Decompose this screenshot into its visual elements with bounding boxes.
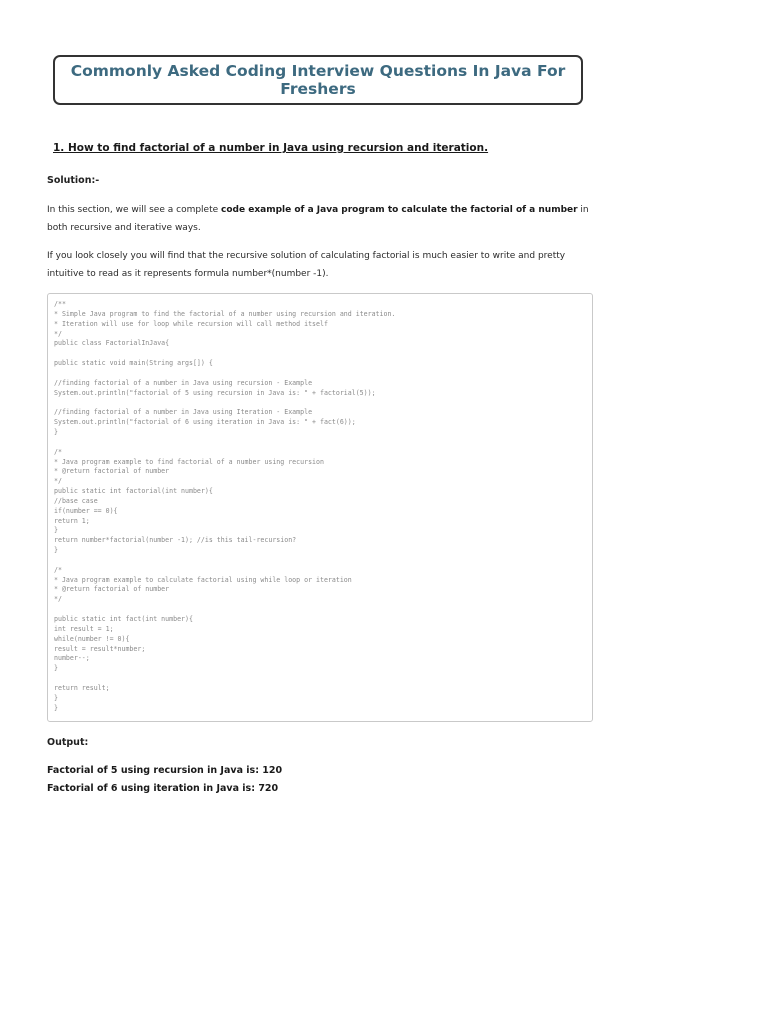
question-heading: 1. How to find factorial of a number in Java using recursion and iteration. <box>53 142 489 154</box>
code-listing: /** * Simple Java program to find the factorial of a number using recursion and iteration. * Iteration will use for loop while recursion will call method itself */ public class FactorialInJava{ public static void main(String args[]) { //finding factorial of a number in Java using recursion - Example System.out.println("factorial of 5 using recursion in Java is: " + factorial(5)); //finding factorial of a number in Java using Iteration - Example System.out.println("factorial of 6 using iteration in Java is: " + fact(6)); } /* * Java program example to find factorial of a number using recursion * @return factorial of number */ public static int factorial(int number){ //base case if(number == 0){ return 1; } return number*factorial(number -1); //is this tail-recursion? } /* * Java program example to calculate factorial using while loop or iteration * @return factorial of number */ public static int fact(int number){ int result = 1; while(number != 0){ result = result*number; number--; } return result; } } <box>54 300 396 712</box>
explanation-paragraph: If you look closely you will find that the recursive solution of calculating factorial is much easier to write and pretty intuitive to read as it represents formula number*(number -1). <box>47 251 566 279</box>
intro-text-end: in both recursive and iterative ways. <box>47 205 589 233</box>
intro-text-start: In this section, we will see a complete <box>47 205 222 215</box>
title-box <box>53 55 583 105</box>
output-line-recursion: Factorial of 5 using recursion in Java is: 120 <box>47 765 283 776</box>
output-label: Output: <box>47 737 89 748</box>
page-title: Commonly Asked Coding Interview Questions In Java For Freshers <box>70 62 566 98</box>
intro-text-bold: code example of a Java program to calculate the factorial of a number <box>221 205 578 215</box>
solution-label: Solution:- <box>47 175 100 186</box>
code-block <box>47 293 593 722</box>
output-line-iteration: Factorial of 6 using iteration in Java is: 720 <box>47 783 279 794</box>
intro-paragraph <box>47 201 592 237</box>
